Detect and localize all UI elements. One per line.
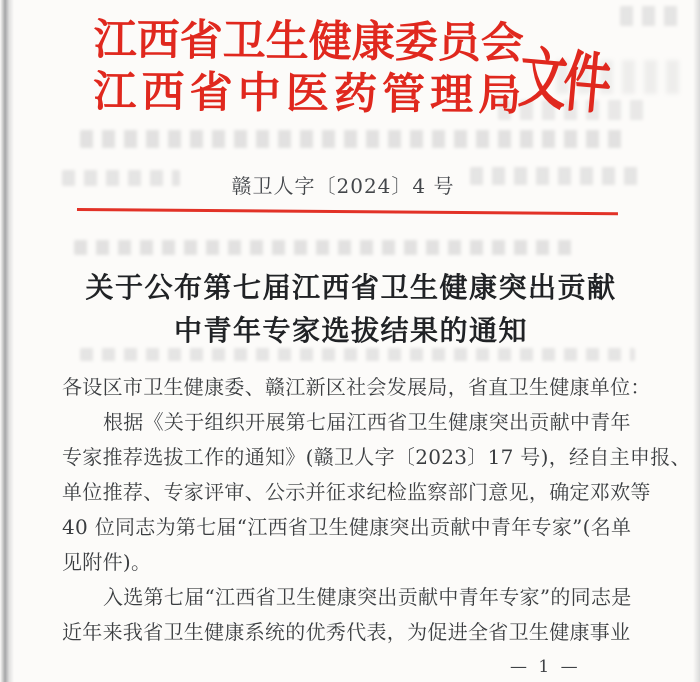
body-line: 单位推荐、专家评审、公示并征求纪检监察部门意见，确定邓欢等 [62, 480, 651, 504]
reference-number: 赣卫人字〔2024〕4 号 [231, 174, 455, 198]
document-title-line1: 关于公布第七届江西省卫生健康突出贡献 [85, 271, 617, 304]
body-line: 各设区市卫生健康委、赣江新区社会发展局，省直卫生健康单位： [62, 375, 651, 399]
page-number: — 1 — [510, 657, 581, 677]
body-line: 专家推荐选拔工作的通知》(赣卫人字〔2023〕17 号)，经自主申报、 [62, 445, 691, 469]
document-title-line2: 中青年专家选拔结果的通知 [173, 314, 528, 347]
document-body [62, 370, 691, 650]
letterhead [93, 14, 522, 122]
ink-bleed-artifact [80, 130, 628, 148]
body-line: 根据《关于组织开展第七届江西省卫生健康突出贡献中青年 [103, 410, 631, 434]
body-line: 见附件)。 [62, 550, 152, 574]
body-line: 40 位同志为第七届“江西省卫生健康突出贡献中青年专家”(名单 [62, 515, 632, 539]
doc-type-label: 文件 [516, 38, 611, 125]
issuer-name-line2: 江西省中医药管理局 [93, 66, 522, 121]
ink-bleed-artifact [620, 6, 682, 26]
scan-edge-shadow-right [693, 0, 700, 682]
issuer-name-line1: 江西省卫生健康委员会 [93, 14, 524, 69]
ink-bleed-artifact [74, 240, 579, 255]
document-title [60, 266, 642, 352]
body-line: 近年来我省卫生健康系统的优秀代表，为促进全省卫生健康事业 [62, 620, 631, 644]
red-divider-line [77, 208, 618, 215]
scan-edge-shadow-left [0, 0, 14, 682]
body-line: 入选第七届“江西省卫生健康突出贡献中青年专家”的同志是 [103, 585, 632, 609]
